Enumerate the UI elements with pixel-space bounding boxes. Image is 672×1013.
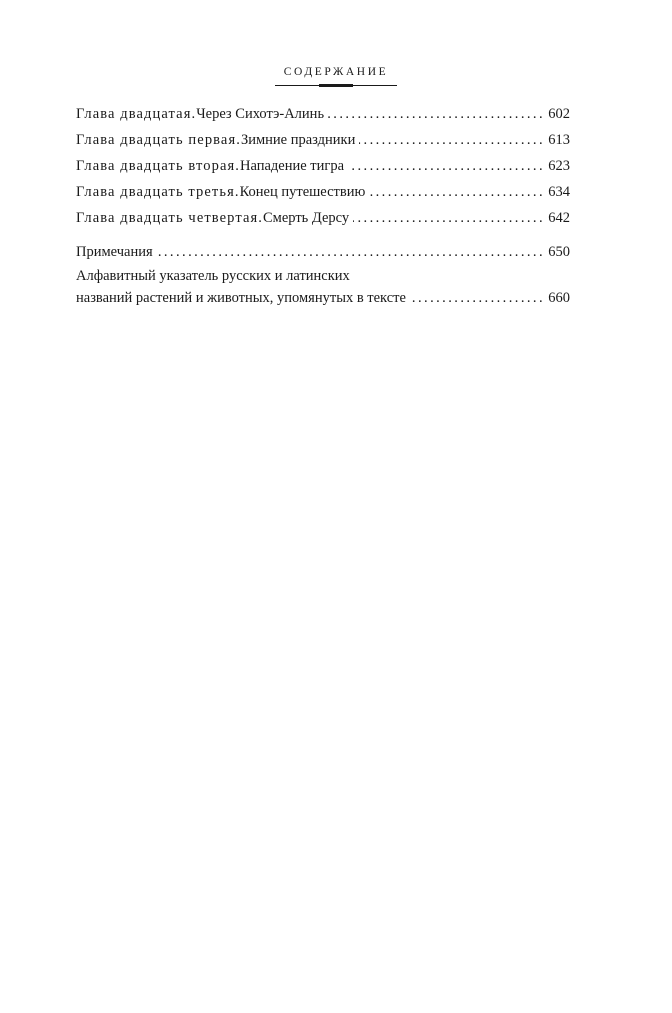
toc-entry-chapter: Глава двадцать вторая. xyxy=(76,158,240,174)
toc-entry[interactable] xyxy=(76,179,570,205)
toc-notes-title: Примечания xyxy=(76,244,153,260)
toc-dot-leader xyxy=(410,287,542,309)
toc-entry-page: 642 xyxy=(548,210,570,226)
toc-dot-leader xyxy=(353,205,542,231)
toc-entry[interactable] xyxy=(76,127,570,153)
header-ornament-rule xyxy=(275,84,397,87)
toc-dot-leader xyxy=(348,153,542,179)
toc-entry-page: 613 xyxy=(548,132,570,148)
toc-entry-title: Через Сихотэ-Алинь xyxy=(196,106,325,122)
toc-dot-leader xyxy=(157,239,542,265)
toc-notes-page: 650 xyxy=(548,244,570,260)
contents-header xyxy=(0,66,672,87)
toc-entry-page: 634 xyxy=(548,184,570,200)
header-rule-accent xyxy=(319,84,353,87)
toc-entry[interactable] xyxy=(76,101,570,127)
toc-dot-leader xyxy=(359,127,542,153)
toc-notes-entry[interactable] xyxy=(76,239,570,265)
toc-index-title-line2: названий растений и животных, упомянутых в тексте xyxy=(76,290,406,306)
toc-entry-title: Зимние праздники xyxy=(240,132,356,148)
toc-index-title-line1: Алфавитный указатель русских и латинских xyxy=(76,268,350,284)
toc-entry-page: 623 xyxy=(548,158,570,174)
toc-entry-chapter: Глава двадцать третья. xyxy=(76,184,240,200)
toc-index-entry[interactable] xyxy=(76,265,570,309)
toc-section-gap xyxy=(76,231,570,239)
toc-entry[interactable] xyxy=(76,205,570,231)
toc-entry-chapter: Глава двадцать четвертая. xyxy=(76,210,263,226)
toc-entry[interactable] xyxy=(76,153,570,179)
toc-entry-title: Смерть Дерсу xyxy=(263,210,350,226)
table-of-contents xyxy=(76,101,570,309)
toc-dot-leader xyxy=(369,179,542,205)
contents-title: СОДЕРЖАНИЕ xyxy=(283,66,389,78)
toc-dot-leader xyxy=(328,101,542,127)
toc-index-page: 660 xyxy=(548,290,570,306)
toc-entry-title: Конец путешествию xyxy=(239,184,366,200)
toc-entry-page: 602 xyxy=(548,106,570,122)
toc-entry-chapter: Глава двадцать первая. xyxy=(76,132,241,148)
toc-entry-title: Нападение тигра xyxy=(239,158,345,174)
toc-entry-chapter: Глава двадцатая. xyxy=(76,106,197,122)
